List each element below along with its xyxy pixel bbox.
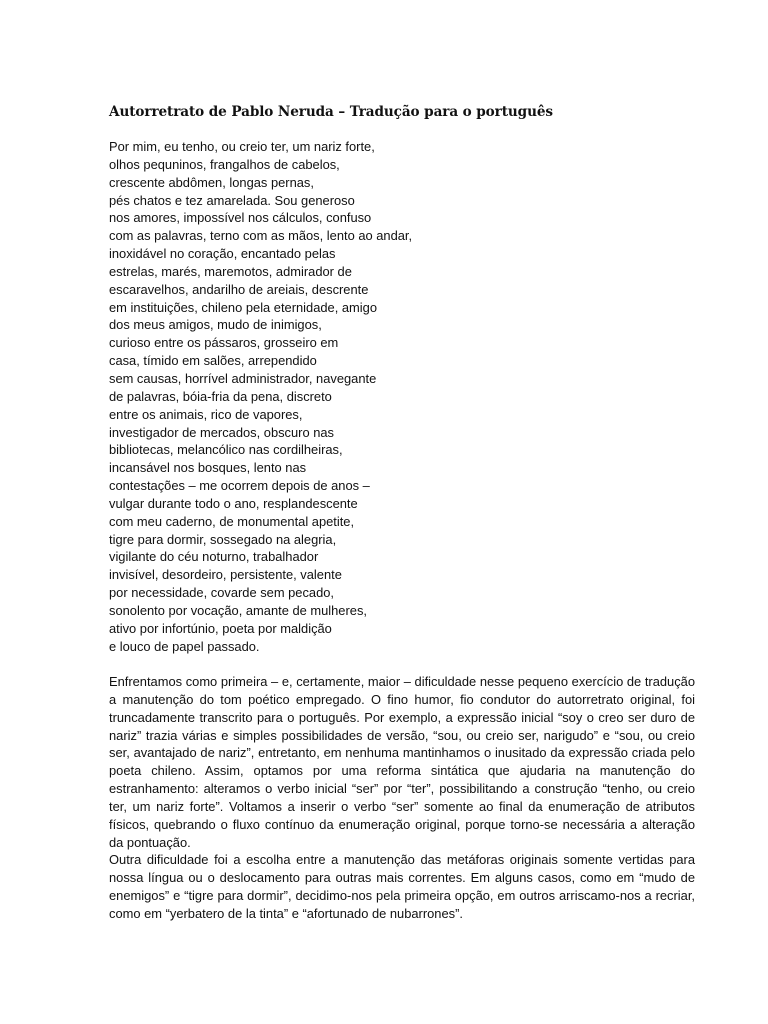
poem-line: ativo por infortúnio, poeta por maldição bbox=[109, 620, 332, 636]
poem-line: bibliotecas, melancólico nas cordilheiras, bbox=[109, 442, 343, 458]
poem-line: em instituições, chileno pela eternidade, amigo bbox=[109, 299, 377, 315]
poem-line: investigador de mercados, obscuro nas bbox=[109, 424, 334, 440]
poem-line: incansável nos bosques, lento nas bbox=[109, 460, 307, 476]
commentary-paragraph: Enfrentamos como primeira – e, certamente, maior – dificuldade nesse pequeno exercício de tradução a manutenção do tom poético empregado. O fino humor, fio condutor do autorretrato original, foi truncadamente transcrito para o português. Por exemplo, a expressão inicial “soy o creo ser duro de nariz” trazia várias e simples possibilidades de versão, “sou, ou creio ser, narigudo” e “sou, ou creio ser, avantajado de nariz”, entretanto, em nenhuma mantinhamos o inusitado da expressão criada pelo poeta chileno. Assim, optamos por uma reforma sintática que ajudaria na manutenção do estranhamento: alteramos o verbo inicial “ser” por “ter”, possibilitando a construção “tenho, ou creio ter, um nariz forte”. Voltamos a inserir o verbo “ser” somente ao final da enumeração de atributos físicos, quebrando o fluxo contínuo da enumeração original, porque torno-se necessária a alteração da pontuação. bbox=[109, 674, 695, 850]
poem bbox=[109, 138, 412, 655]
poem-line: casa, tímido em salões, arrependido bbox=[109, 353, 317, 369]
poem-line: olhos pequninos, frangalhos de cabelos, bbox=[109, 156, 340, 172]
poem-line: sem causas, horrível administrador, navegante bbox=[109, 370, 377, 386]
poem-line: sonolento por vocação, amante de mulheres, bbox=[109, 602, 367, 618]
poem-line: com meu caderno, de monumental apetite, bbox=[109, 513, 355, 529]
poem-line: vigilante do céu noturno, trabalhador bbox=[109, 549, 319, 565]
poem-line: entre os animais, rico de vapores, bbox=[109, 406, 303, 422]
poem-line: escaravelhos, andarilho de areiais, descrente bbox=[109, 281, 369, 297]
poem-line: estrelas, marés, maremotos, admirador de bbox=[109, 263, 352, 279]
poem-line: tigre para dormir, sossegado na alegria, bbox=[109, 531, 337, 547]
poem-line: vulgar durante todo o ano, resplandescente bbox=[109, 495, 358, 511]
poem-line: e louco de papel passado. bbox=[109, 638, 260, 654]
poem-line: dos meus amigos, mudo de inimigos, bbox=[109, 317, 322, 333]
poem-line: crescente abdômen, longas pernas, bbox=[109, 174, 314, 190]
poem-line: com as palavras, terno com as mãos, lento ao andar, bbox=[109, 228, 413, 244]
poem-line: nos amores, impossível nos cálculos, confuso bbox=[109, 210, 372, 226]
commentary bbox=[109, 673, 695, 923]
poem-line: curioso entre os pássaros, grosseiro em bbox=[109, 335, 339, 351]
poem-line: contestações – me ocorrem depois de anos – bbox=[109, 478, 370, 494]
poem-line: por necessidade, covarde sem pecado, bbox=[109, 585, 335, 601]
poem-line: inoxidável no coração, encantado pelas bbox=[109, 246, 336, 262]
poem-line: de palavras, bóia-fria da pena, discreto bbox=[109, 388, 332, 404]
document-title: Autorretrato de Pablo Neruda – Tradução para o português bbox=[109, 104, 553, 120]
poem-line: Por mim, eu tenho, ou creio ter, um nariz forte, bbox=[109, 139, 375, 154]
poem-line: pés chatos e tez amarelada. Sou generoso bbox=[109, 192, 355, 208]
poem-line: invisível, desordeiro, persistente, valente bbox=[109, 567, 342, 583]
commentary-paragraph: Outra dificuldade foi a escolha entre a manutenção das metáforas originais somente vertidas para nossa língua ou o deslocamento para outras mais correntes. Em alguns casos, como em “mudo de enemigos” e “tigre para dormir”, decidimo-nos pela primeira opção, em outros arriscamo-nos a recriar, como em “yerbatero de la tinta” e “afortunado de nubarrones”. bbox=[109, 852, 695, 921]
